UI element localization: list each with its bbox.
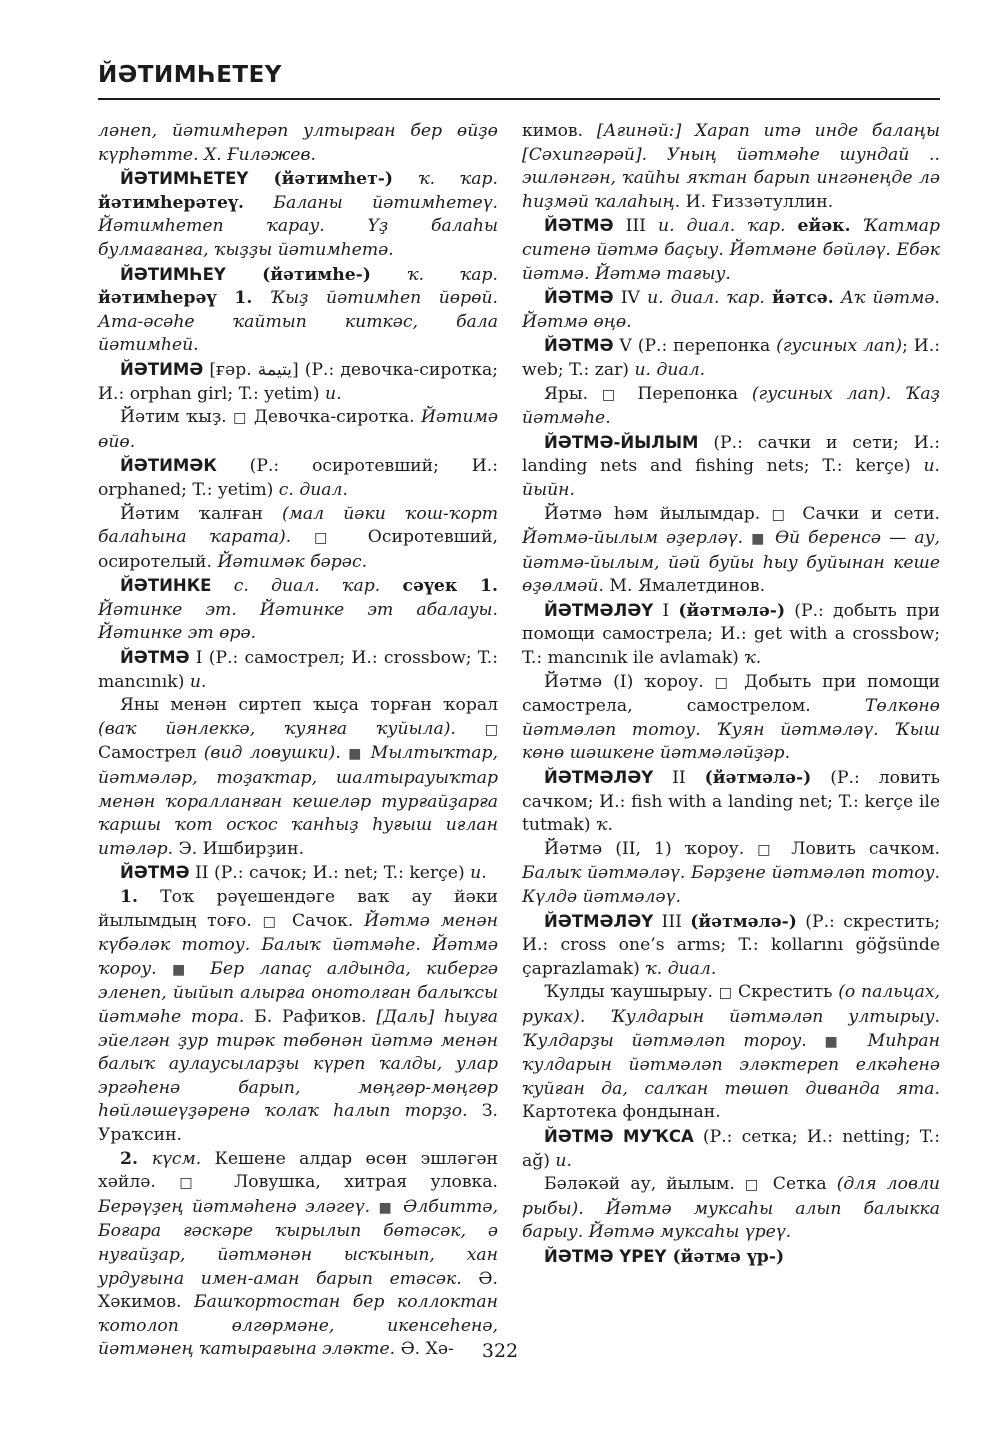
headword: ЙӘТМӘ: [544, 216, 614, 236]
entry-sense: Яны менән сиртеп ҡыҫа торған ҡорал (ваҡ йәнлеккә, ҡуянға ҡуйыла). □ Самострел (вид ловушки). ■ Мылтыҡтар, йәтмәләр, тоҙаҡтар, шалтырауыҡтар менән ҡоралланған кешеләр турғайҙарға ҡаршы ҡот осҡос ҡанһыҙ һуғыш иғлан итәләр. Э. Ишбирҙин.: [98, 695, 499, 859]
entry-sense: Йәтим ҡыҙ. □ Девочка-сиротка. Йәтимә өйө.: [98, 407, 498, 452]
dictionary-entry: ЙӘТИМӘ [ғәр. يتيمة] (Р.: девочка-сиротка; И.: orphan girl; T.: yetim) и.: [98, 359, 498, 404]
translation-marker-icon: □: [744, 1177, 763, 1194]
dictionary-entry: ЙӘТИМҺЕҮ (йәтимһе-) ҡ. ҡар. йәтимһерәү 1. Ҡыҙ йәтимһеп йөрөй. Ата-әсәһе ҡайтып киткәс, бала йәтимһей.: [98, 264, 499, 356]
translation-marker-icon: □: [233, 410, 248, 427]
translation-marker-icon: □: [314, 530, 345, 547]
translation-marker-icon: □: [714, 674, 734, 691]
entry-sense: 2. күсм. Кешене алдар өсөн эшләгән хәйлә. □ Ловушка, хитрая уловка. Берәүҙең йәтмәһенә эләгеү. ■ Әлбиттә, Боғара ғәскәре ҡырылып бөтәсәк, ә нуғайҙар, йәтмәнән ысҡынып, хан урдуғына имен-аман барып етәсәк. Ә. Хәкимов. Башҡортостан бер коллоктан ҡотолоп өлгөрмәне, икенсеһенә, йәтмәнең ҡатырағына эләкте. Ә. Хә-: [98, 1148, 498, 1360]
illustration-marker-icon: ■: [348, 746, 364, 763]
headword: ЙӘТМӘ ҮРЕҮ: [544, 1246, 667, 1266]
entry-sense: Ҡулды ҡаушырыу. □ Скрестить (о пальцах, руках). Ҡулдарын йәтмәләп ултырыу. Ҡулдарҙы йәтмәләп тороу. ■ Миһран ҡулдарын йәтмәләп эләктереп елкәһенә ҡуйған да, салҡан төшөп диванда ята. Картотека фондынан.: [522, 982, 941, 1123]
page-number: 322: [481, 1340, 519, 1362]
illustration-marker-icon: ■: [751, 531, 767, 548]
dictionary-entry: ЙӘТИМӘК (Р.: осиротевший; И.: orphaned; T.: yetim) с. диал.: [98, 456, 498, 500]
dictionary-entry: ЙӘТИНКЕ с. диал. ҡар. сәүек 1. Йәтинке эт. Йәтинке эт абалауы. Йәтинке эт өрә.: [98, 576, 498, 644]
left-column: [98, 120, 498, 1362]
headword: ЙӘТИМҺЕТЕҮ: [120, 169, 249, 189]
headword: ЙӘТМӘЛӘҮ: [544, 768, 654, 788]
running-head: ЙӘТИМҺЕТЕҮ: [98, 62, 282, 88]
dictionary-entry: ЙӘТМӘ II (Р.: сачок; И.: net; T.: kerçe) и.: [120, 863, 487, 884]
entry-sense: Йәтмә (II, 1) ҡороу. □ Ловить сачком. Балыҡ йәтмәләү. Бәрҙене йәтмәләп тотоу. Күлдә йәтмәләү.: [522, 838, 940, 907]
dictionary-entry: ЙӘТМӘЛӘҮ II (йәтмәлә-) (Р.: ловить сачком; И.: fish with a landing net; T.: kerçe ile tutmak) ҡ.: [522, 768, 940, 836]
dictionary-entry: ЙӘТМӘ МУҠСА (Р.: сетка; И.: netting; T.: ağ) и.: [522, 1126, 940, 1171]
entry-sense: Йәтмә (I) ҡороу. □ Добыть при помощи самострела, самострелом. Төлкөнө йәтмәләп тотоу. Ҡуян йәтмәләү. Ҡыш көнө шәшкене йәтмәләйҙәр.: [522, 671, 940, 764]
entry-sense: Йәтим ҡалған (мал йәки ҡош-ҡорт балаһына ҡарата). □ Осиротевший, осиротелый. Йәтимәк бәрәс.: [98, 503, 499, 572]
translation-marker-icon: □: [757, 841, 779, 858]
dictionary-entry: ЙӘТМӘ III и. диал. ҡар. ейәк. Ҡатмар ситенә йәтмә баҫыу. Йәтмәне бәйләү. Ебәк йәтмә. Йәтмә тағыу.: [522, 216, 940, 284]
entry-sense: Йәтмә һәм йылымдар. □ Сачки и сети. Йәтмә-йылым әҙерләү. ■ Өй беренсә — ау, йәтмә-йылым, йәй буйы һыу буйынан кеше өҙөлмәй. М. Ямалетдинов.: [522, 503, 940, 597]
headword: ЙӘТМӘ: [120, 863, 190, 883]
dictionary-entry: ЙӘТМӘ-ЙЫЛЫМ (Р.: сачки и сети; И.: landing nets and fishing nets; T.: kerçe) и. йыйн.: [522, 432, 940, 500]
headword: ЙӘТМӘ МУҠСА: [544, 1126, 694, 1146]
headword: ЙӘТМӘЛӘҮ: [544, 600, 654, 620]
illustration-marker-icon: ■: [378, 1199, 395, 1216]
headword: ЙӘТМӘ: [120, 648, 190, 668]
illustration-marker-icon: ■: [824, 1033, 850, 1050]
dictionary-entry: ЙӘТМӘ V (Р.: перепонка (гусиных лап); И.: web; T.: zar) и. диал.: [522, 336, 941, 380]
translation-marker-icon: □: [484, 721, 498, 738]
headword: ЙӘТМӘЛӘҮ: [544, 911, 654, 931]
headword: ЙӘТИМҺЕҮ: [120, 264, 226, 284]
headword: ЙӘТИМӘК: [120, 456, 217, 476]
illustration-marker-icon: ■: [171, 961, 195, 978]
dictionary-entry: ЙӘТМӘЛӘҮ III (йәтмәлә-) (Р.: скрестить; И.: cross one’s arms; T.: kollarını göğsünde çaprazlamak) ҡ. диал.: [522, 911, 940, 979]
translation-marker-icon: □: [771, 506, 791, 523]
dictionary-entry: ЙӘТМӘ I (Р.: самострел; И.: crossbow; T.: mancınık) и.: [98, 648, 499, 692]
translation-marker-icon: □: [262, 913, 282, 930]
dictionary-entry: ЙӘТМӘЛӘҮ I (йәтмәлә-) (Р.: добыть при помощи самострела; И.: get with a crossbow; T.: mancınık ile avlamak) ҡ.: [522, 600, 941, 669]
page-header: [98, 58, 940, 100]
translation-marker-icon: □: [179, 1175, 211, 1192]
right-column: [522, 120, 940, 1270]
entry-continuation: кимов. [Ағинәй:] Харап итә инде балаңы [Сәхипгәрәй]. Уның йәтмәһе шундай .. эшләнгән, ҡайһы яҡтан барып ингәнеңде лә һиҙмәй ҡалаһың. И. Ғиззәтуллин.: [522, 121, 940, 212]
headword: ЙӘТМӘ: [544, 288, 614, 308]
entry-sense: Бәләкәй ау, йылым. □ Сетка (для ловли рыбы). Йәтмә муксаһы алып балыкка барыу. Йәтмә муксаһы үреү.: [522, 1174, 940, 1243]
dictionary-entry: ЙӘТМӘ ҮРЕҮ (йәтмә үр-): [544, 1246, 785, 1267]
headword: ЙӘТИМӘ: [120, 359, 204, 379]
translation-marker-icon: □: [718, 985, 733, 1002]
headword: ЙӘТМӘ-ЙЫЛЫМ: [544, 432, 699, 452]
entry-continuation: ләнеп, йәтимһерәп ултырған бер өйҙө күрһәтте. Х. Ғиләжев.: [98, 121, 498, 165]
entry-sense: Яры. □ Перепонка (гусиных лап). Ҡаҙ йәтмәһе.: [522, 383, 940, 429]
dictionary-entry: ЙӘТМӘ IV и. диал. ҡар. йәтсә. Аҡ йәтмә. Йәтмә өңө.: [522, 288, 940, 332]
headword: ЙӘТИНКЕ: [120, 576, 212, 596]
entry-sense: 1. Тоҡ рәүешендәге ваҡ ау йәки йылымдың тоғо. □ Сачок. Йәтмә менән күбәләк тотоу. Балыҡ йәтмәһе. Йәтмә ҡороу. ■ Бер лапаҫ алдында, кибергә эленеп, йыйып алырға онотолған балыҡсы йәтмәһе тора. Б. Рафиҡов. [Даль] һыуға эйелгән ҙур тирәк төбөнән йәтмә менән балыҡ аулаусыларҙы күреп ҡалды, улар эргәһенә барып, мөңгөр-мөңгөр һөйләшеүҙәренә ҡолаҡ һалып торҙо. З. Ураҡсин.: [98, 887, 498, 1145]
translation-marker-icon: □: [601, 386, 624, 403]
headword: ЙӘТМӘ: [544, 336, 614, 356]
dictionary-entry: ЙӘТИМҺЕТЕҮ (йәтимһет-) ҡ. ҡар. йәтимһерәтеү. Баланы йәтимһетеү. Йәтимһетеп ҡарау. Үҙ балаһы булмағанға, ҡыҙҙы йәтимһетә.: [98, 169, 498, 260]
